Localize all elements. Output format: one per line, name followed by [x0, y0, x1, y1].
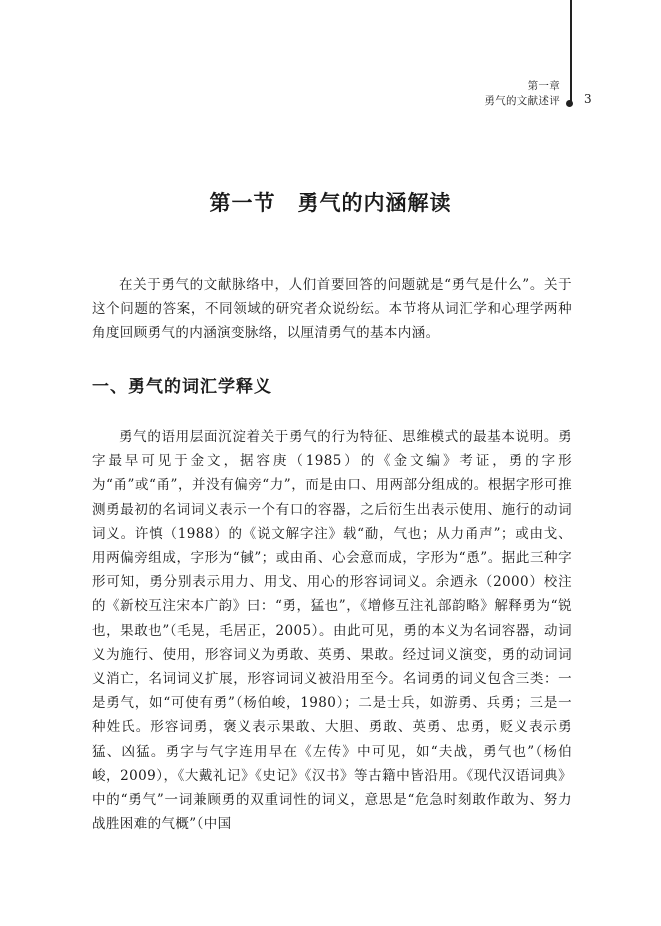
running-head	[484, 79, 560, 109]
page-number: 3	[584, 92, 592, 106]
margin-rule	[570, 0, 572, 104]
section-title: 第一节 勇气的内涵解读	[209, 191, 452, 215]
running-head-chapter-title: 勇气的文献述评	[484, 95, 560, 107]
subsection-heading: 一、勇气的词汇学释义	[92, 377, 272, 397]
margin-dot	[566, 100, 573, 107]
running-head-chapter: 第一章	[527, 80, 560, 92]
body-paragraph: 勇气的语用层面沉淀着关于勇气的行为特征、思维模式的最基本说明。勇字最早可见于金文，据容庚（1985）的《金文编》考证，勇的字形为“甬”或“甬”，并没有偏旁“力”，而是由口、用两部分组成的。根据字形可推测勇最初的名词词义表示一个有口的容器，之后衍生出表示使用、施行的动词词义。许慎（1988）的《说文解字注》载“勈，气也；从力甬声”；或由戈、用两偏旁组成，字形为“戫”；或由甬、心会意而成，字形为“恿”。据此三种字形可知，勇分别表示用力、用戈、用心的形容词词义。余迺永（2000）校注的《新校互注宋本广韵》曰：“勇，猛也”，《增修互注礼部韵略》解释勇为“锐也，果敢也”（毛晃，毛居正，2005）。由此可见，勇的本义为名词容器，动词义为施行、使用，形容词义为勇敢、英勇、果敢。经过词义演变，勇的动词词义消亡，名词词义扩展，形容词词义被沿用至今。名词勇的词义包含三类：一是勇气，如“可使有勇”（杨伯峻，1980）；二是士兵，如游勇、兵勇；三是一种姓氏。形容词勇，褒义表示果敢、大胆、勇敢、英勇、忠勇，贬义表示勇猛、凶猛。勇字与气字连用早在《左传》中可见，如“夫战，勇气也”（杨伯峻，2009），《大戴礼记》《史记》《汉书》等古籍中皆沿用。《现代汉语词典》中的“勇气”一词兼顾勇的双重词性的词义，意思是“危急时刻敢作敢为、努力战胜困难的气概”（中国	[92, 429, 572, 833]
intro-paragraph: 在关于勇气的文献脉络中，人们首要回答的问题就是“勇气是什么”。关于这个问题的答案，不同领域的研究者众说纷纭。本节将从词汇学和心理学两种角度回顾勇气的内涵演变脉络，以厘清勇气的基本内涵。	[92, 277, 572, 342]
